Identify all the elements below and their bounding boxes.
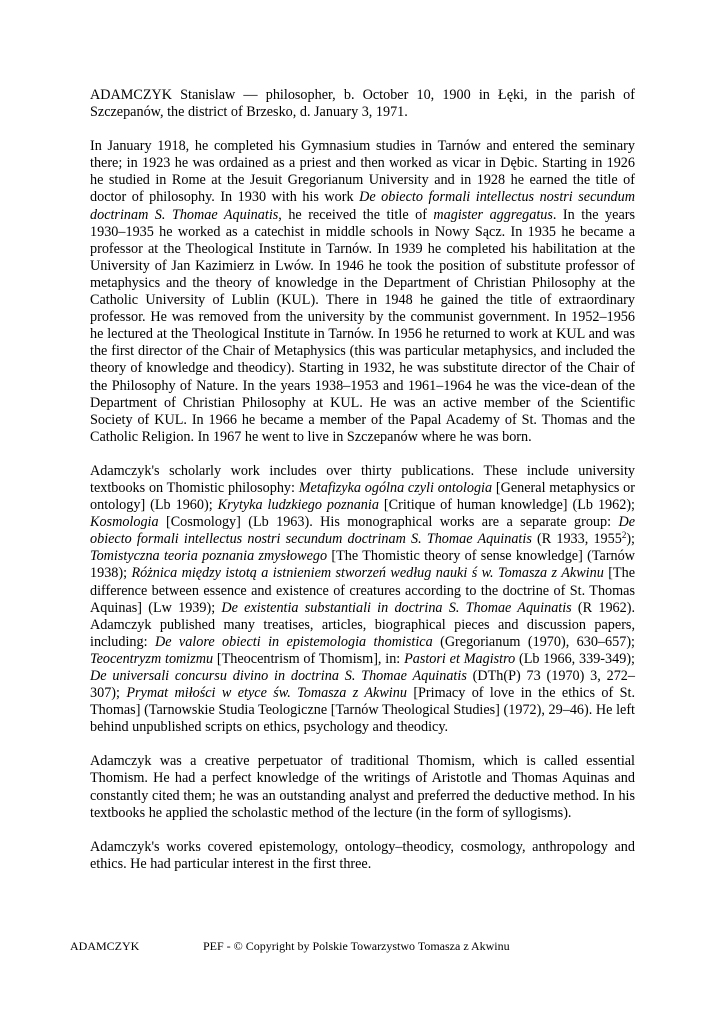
edition-superscript: 2 [621,530,627,541]
text-run: [General metaphysics or ontology] (Lb 1960); [90,479,636,514]
text-run: In January 1918, he completed his Gymnasium studies in Tarnów and entered the seminary there; in 1923 he was ordained as a priest and then worked as vicar in Dębic. Starting in 1926 he studied in Rome at the Jesuit Gregorianum University and in 1928 he earned the title of doctor of philosophy. In 1930 with his work [90,138,635,206]
work-title: De universali concursu divino in doctrina S. Thomae Aquinatis [90,668,467,684]
text-run: [Critique of human knowledge] (Lb 1962); [378,497,635,514]
text-run: [Primacy of love in the ethics of St. Thomas] (Tarnowskie Studia Teologiczne [Tarnów Theological Studies] (1972), 29–46). He left behind unpublished scripts on ethics, psychology and theodicy. [90,685,635,736]
text-run: [The Thomistic theory of sense knowledge] (Tarnów 1938); [90,548,635,582]
text-run: (Gregorianum (1970), 630–657); [432,633,635,650]
paragraph-interests [90,839,635,873]
degree-title: magister aggregatus [433,206,553,223]
text-run: (Lb 1966, 339-349); [515,650,635,667]
text-run: ); [626,531,635,548]
work-title: Teocentryzm tomizmu [90,650,214,667]
text-run: (DTh(P) 73 (1970) 3, 272–307); [90,668,635,702]
work-title: De valore obiecti in epistemologia thomistica [154,633,433,650]
document-body [90,87,635,890]
work-title: Prymat miłości w etyce św. Tomasza z Akwinu [126,685,407,702]
work-title: Pastori et Magistro [404,650,516,667]
paragraph-biography [90,138,635,446]
text-run: Adamczyk's works covered epistemology, ontology–theodicy, cosmology, anthropology and ethics. He had particular interest in the first three. [90,838,635,872]
text-run: [Cosmology] (Lb 1963). His monographical works are a separate group: [158,514,619,531]
paragraph-thomism [90,753,635,821]
work-title: De existentia substantiali in doctrina S. Thomae Aquinatis [221,599,572,616]
footer-copyright: PEF - © Copyright by Polskie Towarzystwo Tomasza z Akwinu [203,939,510,953]
work-title: De obiecto formali intellectus nostri secundum doctrinam S. Thomae Aquinatis [90,514,635,548]
text-run: [The difference between essence and existence of creatures according to the doctrine of St. Thomas Aquinas] (Lw 1939); [90,565,635,616]
work-title: Krytyka ludzkiego poznania [217,497,379,514]
text-run: Adamczyk was a creative perpetuator of traditional Thomism, which is called essential Thomism. He had a perfect knowledge of the writings of Aristotle and Thomas Aquinas and constantly cited them; he was an outstanding analyst and preferred the deductive method. In his textbooks he applied the scholastic method of the lecture (in the form of syllogisms). [90,753,635,821]
work-title: Różnica między istotą a istnieniem stworzeń według nauki ś w. Tomasza z Akwinu [131,565,604,582]
text-run: (R 1933, 1955 [531,531,622,548]
paragraph-intro [90,87,635,121]
text-run: , he received the title of [278,206,434,223]
text-run: ADAMCZYK Stanislaw — philosopher, b. October 10, 1900 in Łęki, in the parish of Szczepanów, the district of Brzesko, d. January 3, 1971. [90,87,635,121]
text-run: [Theocentrism of Thomism], in: [213,650,405,667]
work-title: Tomistyczna teoria poznania zmysłowego [90,548,328,565]
paragraph-works [90,463,635,737]
work-title: Kosmologia [90,514,159,531]
text-run: Adamczyk's scholarly work includes over thirty publications. These include university textbooks on Thomistic philosophy: [90,462,635,496]
work-title: Metafizyka ogólna czyli ontologia [298,479,493,496]
work-title: De obiecto formali intellectus nostri secundum doctrinam S. Thomae Aquinatis [90,189,635,223]
footer-entry-name: ADAMCZYK [70,939,140,953]
text-run: . In the years 1930–1935 he worked as a catechist in middle schools in Nowy Sącz. In 1935 he became a professor at the Theological Institute in Tarnów. In 1939 he completed his habilitation at the University of Jan Kazimierz in Lwów. In 1946 he took the position of substitute professor of metaphysics and the theory of knowledge in the Department of Christian Philosophy at the Catholic University of Lublin (KUL). There in 1948 he gained the title of extraordinary professor. He was removed from the university by the communist government. In 1952–1956 he lectured at the Theological Institute in Tarnów. In 1956 he returned to work at KUL and was the first director of the Chair of Metaphysics (this was particular metaphysics, and included the theory of knowledge and theodicy). Starting in 1932, he was substitute director of the Chair of the Philosophy of Nature. In the years 1938–1953 and 1961–1964 he was the vice-dean of the Department of Christian Philosophy at KUL. He was an active member of the Scientific Society of KUL. In 1966 he became a member of the Papal Academy of St. Thomas and the Catholic Religion. In 1967 he went to live in Szczepanów where he was born. [90,206,635,445]
text-run: (R 1962). Adamczyk published many treatises, articles, biographical pieces and discussion papers, including: [90,599,635,650]
